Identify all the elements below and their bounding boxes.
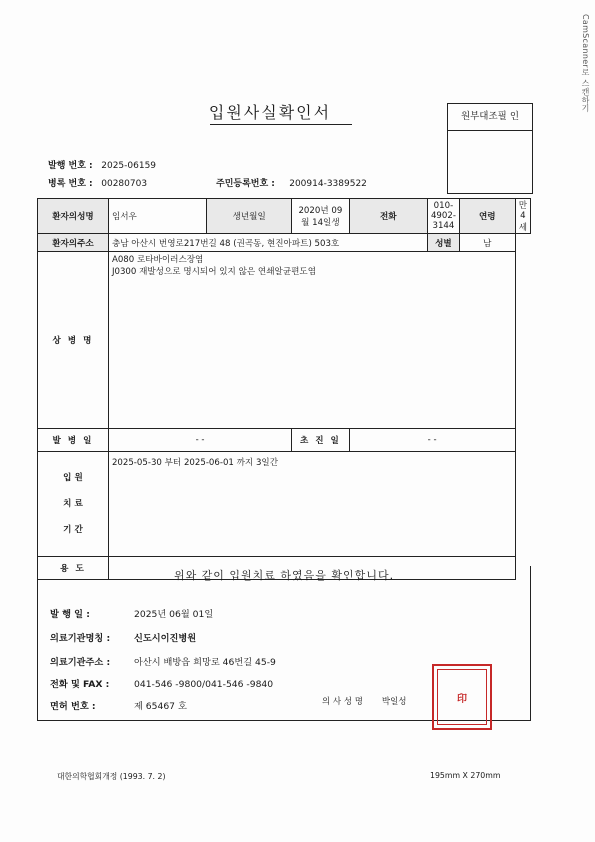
period-label-2: 치 료: [63, 499, 83, 509]
hospital-seal-stamp: [432, 664, 492, 730]
rrn-label: 주민등록번호 :: [216, 179, 275, 189]
issue-date-label: 발 행 일 :: [50, 609, 90, 620]
age-value: 만 4 세: [515, 199, 530, 234]
hospital-address-row: [50, 654, 276, 668]
diagnosis-label: 상 병 명: [38, 252, 109, 429]
seal-box: [447, 103, 533, 194]
period-label-3: 기 간: [63, 525, 83, 535]
patient-name-label: 환자의성명: [38, 199, 109, 234]
doctor-row: [322, 695, 407, 707]
seal-box-header: 원부대조필 인: [448, 104, 532, 131]
sex-label: 성별: [427, 234, 459, 252]
issue-date: 2025년 06월 01일: [134, 609, 214, 620]
scanner-watermark: CamScanner로 스캔하기: [581, 14, 590, 113]
address-value: 충남 아산시 번영로217번길 48 (권곡동, 현진아파트) 503호: [108, 234, 427, 252]
hospital-name: 신도시이진병원: [134, 633, 197, 644]
hospital-label: 의료기관명칭 :: [50, 633, 111, 644]
title-underline: [210, 124, 352, 125]
diagnosis-line: A080 로타바이러스장염: [111, 255, 204, 265]
phone-value: 010-4902-3144: [427, 199, 459, 234]
patient-name: 임서우: [108, 199, 206, 234]
rrn-row: [216, 176, 367, 189]
hospital-row: [50, 630, 196, 644]
doctor-name: 박일성: [381, 697, 407, 707]
issue-number-label: 발행 번호 :: [48, 161, 93, 171]
onset-value: - -: [108, 429, 291, 452]
rrn-value: 200914-3389522: [289, 179, 367, 189]
issue-number: 2025-06159: [101, 161, 157, 171]
dob-label: 생년월일: [207, 199, 292, 234]
onset-label: 발 병 일: [38, 429, 109, 452]
tel-value: 041-546 -9800/041-546 -9840: [134, 679, 274, 690]
first-visit-value: - -: [349, 429, 515, 452]
period-label-1: 입 원: [63, 473, 83, 483]
confirmation-text: 위와 같이 입원치료 하였음을 확인합니다.: [173, 569, 395, 582]
sex-value: 남: [459, 234, 515, 252]
record-number-row: [48, 176, 147, 189]
issue-date-row: [50, 606, 213, 620]
age-label: 연령: [459, 199, 515, 234]
license-label: 면허 번호 :: [50, 701, 96, 712]
usage-label: 용 도: [38, 557, 109, 580]
phone-label: 전화: [349, 199, 427, 234]
diagnosis-cell: [108, 252, 515, 429]
record-number: 00280703: [101, 179, 148, 189]
document-title: 입원사실확인서: [208, 103, 332, 122]
dob-value: 2020년 09월 14일생: [292, 199, 349, 234]
doctor-label: 의 사 성 명: [322, 697, 363, 707]
footer-paper-size: 195mm X 270mm: [430, 771, 501, 780]
issue-number-row: [48, 158, 156, 171]
period-value: 2025-05-30 부터 2025-06-01 까지 3일간: [108, 452, 515, 557]
license-value: 제 65467 호: [134, 701, 187, 712]
address-label: 환자의주소: [38, 234, 109, 252]
hospital-address: 아산시 배방읍 희망로 46번길 45-9: [134, 657, 276, 668]
stamp-inner: 印: [437, 669, 487, 725]
footer-revision: 대한의학협회개정 (1993. 7. 2): [57, 772, 166, 781]
first-visit-label: 초 진 일: [292, 429, 349, 452]
patient-table: [37, 198, 531, 580]
hospital-address-label: 의료기관주소 :: [50, 657, 111, 668]
record-number-label: 병록 번호 :: [48, 179, 93, 189]
period-label: [38, 452, 109, 557]
tel-label: 전화 및 FAX :: [50, 679, 110, 690]
diagnosis-line: J0300 재발성으로 명시되어 있지 않은 연쇄알균편도염: [111, 267, 317, 277]
license-row: [50, 698, 187, 712]
tel-row: [50, 676, 273, 690]
